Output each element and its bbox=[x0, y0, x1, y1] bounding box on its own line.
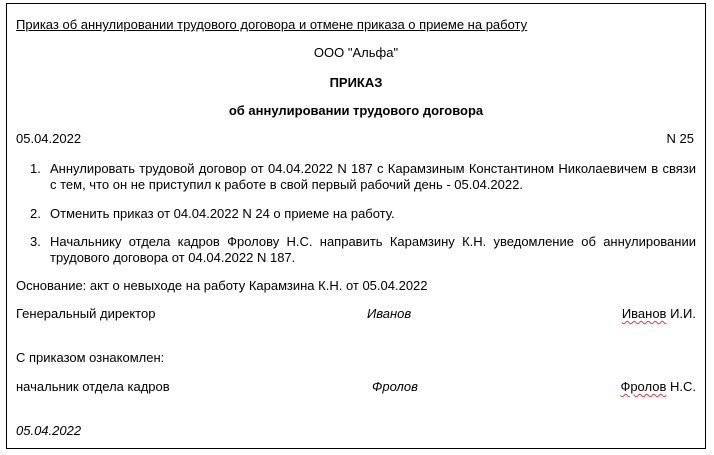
list-item-number: 2. bbox=[30, 206, 41, 221]
hr-head-signature: Фролов bbox=[372, 379, 418, 394]
document-subject: об аннулировании трудового договора bbox=[228, 103, 484, 118]
director-name bbox=[622, 306, 696, 322]
list-item-number: 3. bbox=[30, 234, 41, 249]
hr-head-name bbox=[620, 379, 696, 395]
list-item-text: Отменить приказ от 04.04.2022 N 24 о приеме на работу. bbox=[50, 206, 395, 221]
order-number: N 25 bbox=[666, 131, 694, 146]
document-heading: Приказ об аннулировании трудового договора и отмене приказа о приеме на работу bbox=[16, 17, 528, 32]
acknowledgement-date: 05.04.2022 bbox=[16, 423, 82, 438]
company-name: ООО "Альфа" bbox=[313, 45, 399, 60]
hr-head-initials: Н.С. bbox=[666, 379, 696, 394]
list-item-number: 1. bbox=[30, 161, 41, 176]
document-type: ПРИКАЗ bbox=[329, 75, 383, 90]
director-surname: Иванов bbox=[621, 306, 667, 321]
acknowledged-label: С приказом ознакомлен: bbox=[16, 350, 165, 365]
director-position: Генеральный директор bbox=[16, 306, 156, 321]
list-item-text: Начальнику отдела кадров Фролову Н.С. направить Карамзину К.Н. уведомление об аннулировании трудового договора от 04.04.2022 N 187. bbox=[50, 234, 696, 265]
hr-head-position: начальник отдела кадров bbox=[16, 379, 170, 394]
list-item-text: Аннулировать трудовой договор от 04.04.2022 N 187 с Карамзиным Константином Николаевичем в связи с тем, что он не приступил к работе в свой первый рабочий день - 05.04.2022. bbox=[50, 161, 696, 192]
director-initials: И.И. bbox=[666, 306, 696, 321]
order-date: 05.04.2022 bbox=[16, 131, 82, 146]
hr-head-surname: Фролов bbox=[620, 379, 667, 394]
director-signature: Иванов bbox=[367, 306, 412, 321]
order-basis: Основание: акт о невыходе на работу Карамзина К.Н. от 05.04.2022 bbox=[16, 278, 428, 293]
